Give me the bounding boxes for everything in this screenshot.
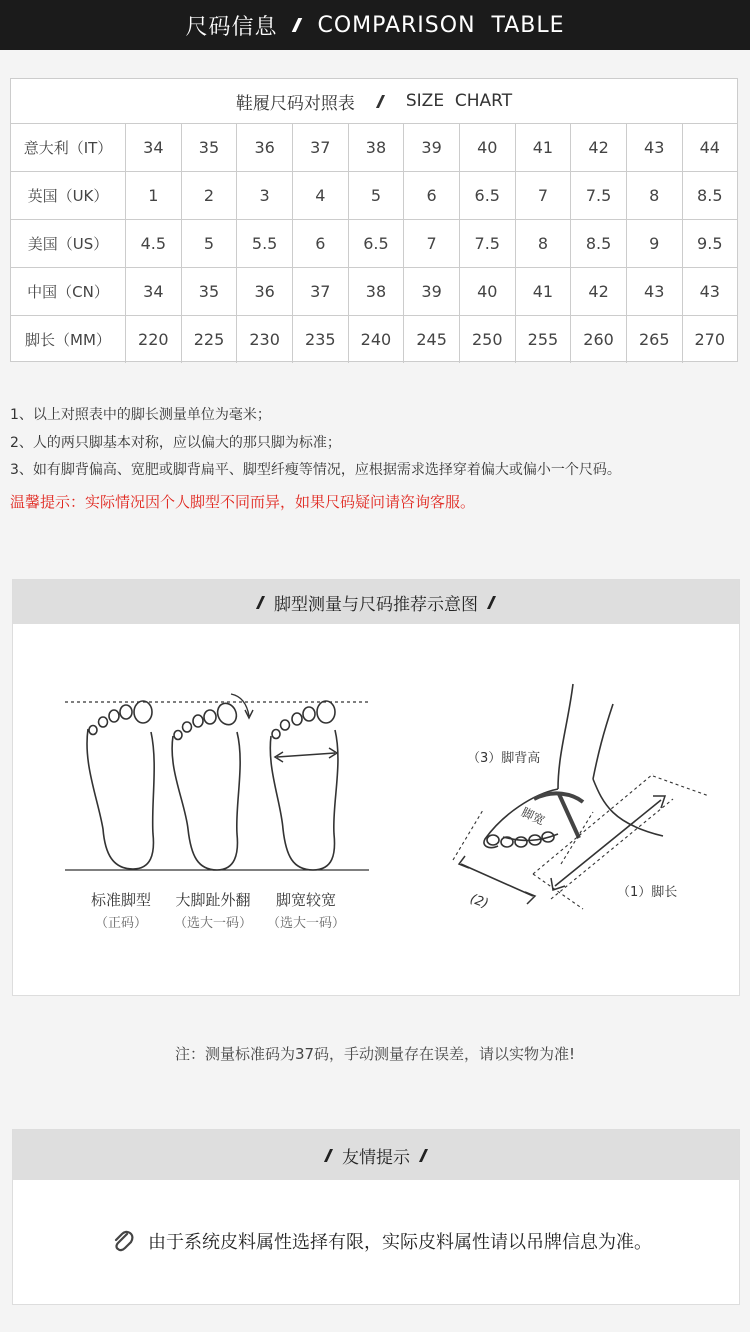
table-row	[11, 268, 737, 316]
table-row	[11, 316, 737, 364]
table-cell: 5	[348, 172, 404, 220]
table-cell: 43	[626, 268, 682, 316]
foot-measure-illustration	[13, 624, 739, 995]
table-cell: 40	[459, 268, 515, 316]
table-cell: 3	[237, 172, 293, 220]
size-chart-title-cn: 鞋履尺码对照表	[235, 93, 355, 114]
standard-foot-icon	[87, 701, 154, 869]
tip-text: 由于系统皮料属性选择有限，实际皮料属性请以吊牌信息为准。	[148, 1232, 652, 1253]
table-cell: 6.5	[348, 220, 404, 268]
table-cell: 225	[181, 316, 237, 364]
paperclip-icon	[112, 1229, 134, 1253]
slash-divider	[256, 596, 265, 609]
table-cell: 6	[292, 220, 348, 268]
diagram-section	[12, 579, 740, 996]
table-cell: 5.5	[237, 220, 293, 268]
table-cell: 43	[682, 268, 737, 316]
table-cell: 9	[626, 220, 682, 268]
size-chart-title-en: SIZE CHART	[405, 91, 513, 111]
note-item: 2、人的两只脚基本对称，应以偏大的那只脚为标准；	[10, 434, 341, 451]
table-cell: 235	[292, 316, 348, 364]
note-item: 1、以上对照表中的脚长测量单位为毫米；	[10, 407, 271, 423]
table-cell: 2	[181, 172, 237, 220]
table-cell: 8.5	[682, 172, 737, 220]
table-cell: 42	[571, 124, 627, 172]
width-number-label: (2)	[467, 891, 491, 912]
table-cell: 9.5	[682, 220, 737, 268]
measure-note: 注：测量标准码为37码，手动测量存在误差，请以实物为准!	[174, 1045, 576, 1063]
table-cell: 36	[237, 124, 293, 172]
table-cell: 7.5	[571, 172, 627, 220]
table-row	[11, 124, 737, 172]
foot-type-label: 大脚趾外翻	[175, 891, 251, 909]
slash-divider	[487, 596, 496, 609]
slash-divider	[292, 18, 303, 32]
table-cell: 7	[404, 220, 460, 268]
row-label: 中国（CN）	[11, 268, 126, 316]
table-cell: 41	[515, 268, 571, 316]
table-cell: 250	[459, 316, 515, 364]
slash-divider	[324, 1149, 333, 1162]
table-cell: 42	[571, 268, 627, 316]
table-row	[11, 220, 737, 268]
table-cell: 35	[181, 268, 237, 316]
table-cell: 270	[682, 316, 737, 364]
table-cell: 41	[515, 124, 571, 172]
table-cell: 8	[626, 172, 682, 220]
table-cell: 5	[181, 220, 237, 268]
table-cell: 220	[126, 316, 182, 364]
table-cell: 37	[292, 268, 348, 316]
row-label: 意大利（IT）	[11, 124, 126, 172]
row-label: 英国（UK）	[11, 172, 126, 220]
slash-divider	[376, 95, 385, 108]
diagram-section-header	[13, 580, 739, 624]
table-cell: 8	[515, 220, 571, 268]
header-title-en: COMPARISON TABLE	[317, 12, 565, 38]
table-cell: 230	[237, 316, 293, 364]
instep-label: （3）脚背高	[467, 751, 541, 766]
page-header	[0, 0, 750, 50]
table-cell: 265	[626, 316, 682, 364]
side-foot-icon	[453, 684, 709, 909]
table-cell: 7	[515, 172, 571, 220]
table-cell: 35	[181, 124, 237, 172]
table-cell: 39	[404, 124, 460, 172]
bunion-foot-icon	[172, 694, 253, 870]
warning-text: 温馨提示：实际情况因个人脚型不同而异，如果尺码疑问请咨询客服。	[10, 492, 476, 511]
size-grid	[11, 124, 737, 363]
table-cell: 4	[292, 172, 348, 220]
width-label: 脚宽	[519, 804, 548, 828]
table-cell: 34	[126, 268, 182, 316]
table-cell: 6.5	[459, 172, 515, 220]
table-cell: 38	[348, 124, 404, 172]
table-cell: 245	[404, 316, 460, 364]
size-chart-title	[11, 79, 737, 124]
note-item: 3、如有脚背偏高、宽肥或脚背扁平、脚型纤瘦等情况，应根据需求选择穿着偏大或偏小一个尺码。	[10, 462, 621, 478]
table-cell: 255	[515, 316, 571, 364]
table-cell: 7.5	[459, 220, 515, 268]
row-label: 脚长（MM）	[11, 316, 126, 364]
size-notes	[10, 402, 621, 516]
table-cell: 43	[626, 124, 682, 172]
foot-type-label: 脚宽较宽	[275, 891, 336, 909]
wide-foot-icon	[270, 701, 338, 870]
foot-type-sub: （正码）	[94, 916, 147, 931]
table-cell: 4.5	[126, 220, 182, 268]
tips-section	[12, 1129, 740, 1305]
foot-type-sub: （选大一码）	[266, 916, 345, 931]
row-label: 美国（US）	[11, 220, 126, 268]
tip-line	[112, 1228, 652, 1254]
table-cell: 6	[404, 172, 460, 220]
tips-title: 友情提示	[342, 1147, 410, 1168]
table-cell: 8.5	[571, 220, 627, 268]
table-cell: 37	[292, 124, 348, 172]
table-cell: 1	[126, 172, 182, 220]
size-chart-table	[10, 78, 738, 362]
foot-type-sub: （选大一码）	[173, 916, 252, 931]
table-cell: 40	[459, 124, 515, 172]
length-label: （1）脚长	[617, 885, 678, 900]
table-cell: 38	[348, 268, 404, 316]
table-cell: 39	[404, 268, 460, 316]
diagram-title: 脚型测量与尺码推荐示意图	[274, 594, 478, 615]
table-cell: 240	[348, 316, 404, 364]
slash-divider	[419, 1149, 428, 1162]
foot-type-label: 标准脚型	[90, 891, 151, 909]
table-cell: 34	[126, 124, 182, 172]
table-cell: 44	[682, 124, 737, 172]
table-cell: 36	[237, 268, 293, 316]
tips-section-header	[13, 1130, 739, 1180]
table-row	[11, 172, 737, 220]
table-cell: 260	[571, 316, 627, 364]
header-title-cn: 尺码信息	[185, 14, 278, 40]
